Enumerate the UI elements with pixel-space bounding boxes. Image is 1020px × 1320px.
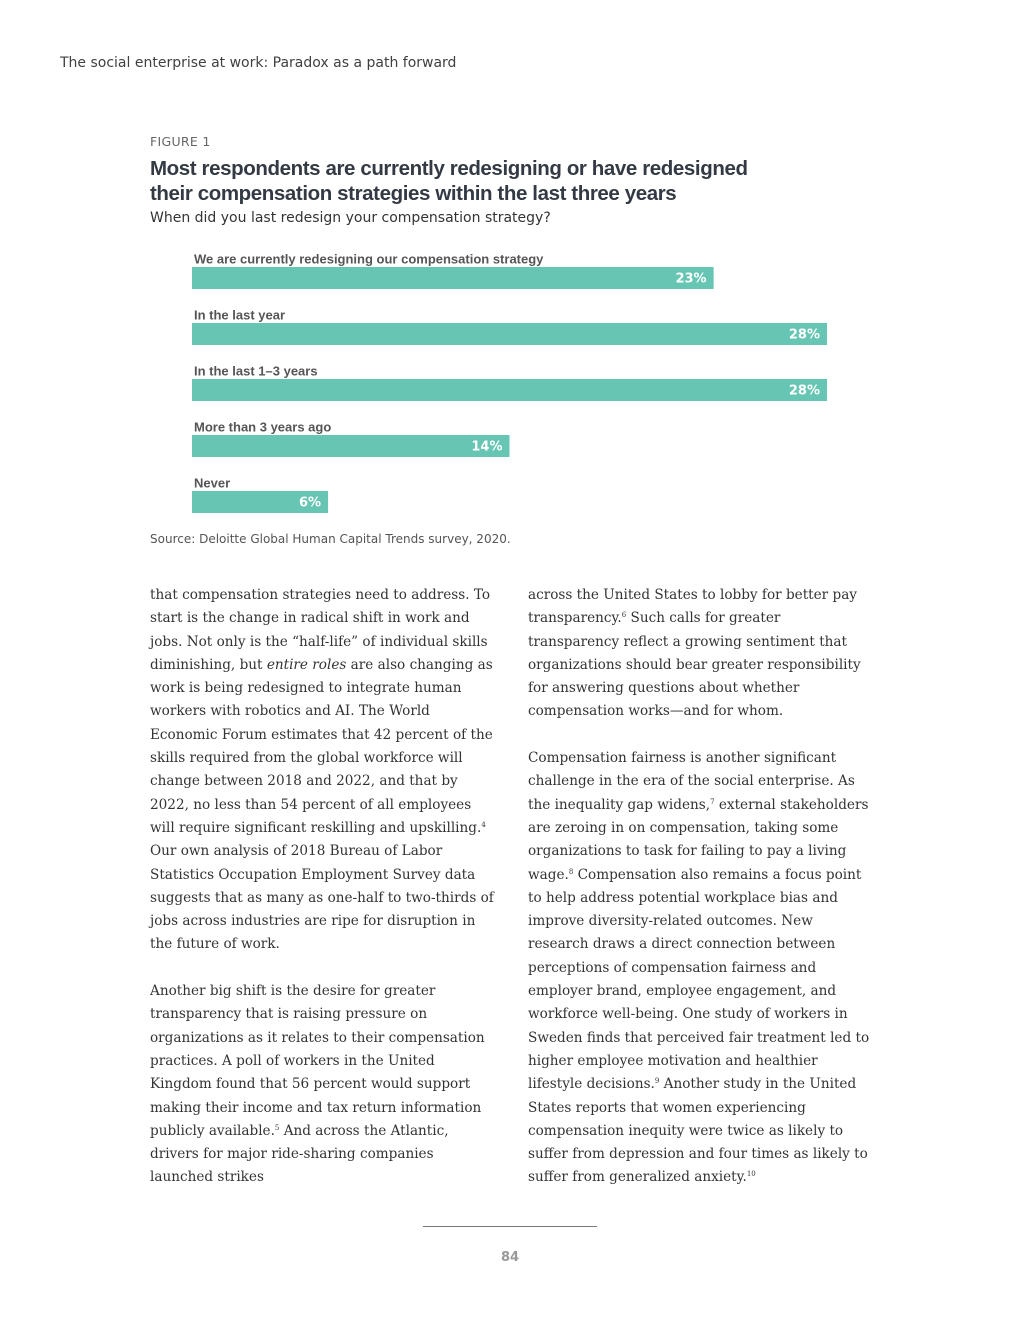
figure-source: Source: Deloitte Global Human Capital Trends survey, 2020. — [150, 532, 511, 546]
text-run: Another big shift is the desire for greater transparency that is raising pressure on organizations as it relates to their compensation practices. A poll of workers in the United Kingdom found that 56 percent would support making their income and tax return information publicly available. — [150, 983, 485, 1139]
bar-value-label: 28% — [788, 327, 820, 343]
text-run: And across the Atlantic, drivers for major ride-sharing companies launched strikes — [150, 1122, 449, 1186]
bar — [192, 323, 827, 345]
bar — [192, 435, 510, 457]
footnote-ref: 7 — [710, 797, 715, 806]
category-label: In the last 1–3 years — [194, 363, 318, 379]
bar — [192, 379, 827, 401]
bar — [192, 267, 714, 289]
text-run: Such calls for greater transparency reflect a growing sentiment that organizations should bear greater responsibility for answering questions about whether compensation works—and for whom. — [528, 610, 861, 720]
text-run: Our own analysis of 2018 Bureau of Labor Statistics Occupation Employment Survey data suggests that as many as one-half to two-thirds of jobs across industries are ripe for disruption in the future of work. — [150, 843, 494, 953]
footnote-ref: 9 — [654, 1077, 660, 1086]
footnote-ref: 5 — [274, 1123, 280, 1132]
running-title: The social enterprise at work: Paradox as a path forward — [60, 55, 457, 71]
page-number: 84 — [500, 1250, 520, 1265]
footnote-ref: 6 — [621, 611, 627, 620]
body-column-left — [150, 584, 495, 1190]
text-run: Compensation fairness is another significant challenge in the era of the social enterprise. As the inequality gap widens, — [528, 750, 855, 813]
body-paragraph — [150, 584, 495, 957]
footnote-ref: 4 — [481, 820, 486, 829]
category-label: In the last year — [194, 307, 286, 323]
text-run: that compensation strategies need to address. To start is the change in radical shift in work and jobs. Not only is the “half-life” of individual skills diminishing, but — [150, 587, 491, 673]
text-run: across the United States to lobby for better pay transparency. — [528, 587, 857, 627]
body-paragraph — [528, 747, 873, 1190]
body-paragraph — [150, 980, 495, 1190]
footnote-ref: 8 — [568, 867, 574, 876]
figure-label: FIGURE 1 — [150, 134, 211, 149]
body-paragraph — [528, 584, 873, 724]
text-run: are also changing as work is being redesigned to integrate human workers with robotics and AI. The World Economic Forum estimates that 42 percent of the skills required from the global workforce will change between 2018 and 2022, and that by 2022, no less than 54 percent of all employees will require significant reskilling and upskilling. — [150, 656, 493, 836]
text-run: external stakeholders are zeroing in on compensation, taking some organizations to task for failing to pay a living wage. — [528, 796, 869, 883]
bar-value-label: 28% — [788, 383, 820, 399]
figure-subtitle: When did you last redesign your compensation strategy? — [150, 210, 551, 226]
body-column-right — [528, 584, 873, 1190]
bar-value-label: 14% — [471, 439, 503, 455]
category-label: More than 3 years ago — [194, 419, 332, 435]
bar-chart — [0, 0, 1020, 530]
text-run: Another study in the United States reports that women experiencing compensation inequity were twice as likely to suffer from depression and four times as likely to suffer from generalized anxiety. — [528, 1076, 868, 1186]
footnote-ref: 10 — [746, 1170, 756, 1179]
text-run: entire roles — [266, 656, 347, 673]
figure-title: Most respondents are currently redesigning or have redesigned their compensation strategies within the last three years — [150, 157, 748, 205]
category-label: We are currently redesigning our compensation strategy — [194, 251, 544, 267]
footer-divider — [423, 1226, 597, 1227]
text-run: Compensation also remains a focus point to help address potential workplace bias and improve diversity-related outcomes. New research draws a direct connection between perceptions of compensation fairness and employer brand, employee engagement, and workforce well-being. One study of workers in Sweden finds that perceived fair treatment led to higher employee motivation and healthier lifestyle decisions. — [528, 866, 870, 1093]
bar-value-label: 23% — [675, 271, 707, 287]
category-label: Never — [194, 475, 231, 491]
bar-value-label: 6% — [298, 495, 322, 511]
